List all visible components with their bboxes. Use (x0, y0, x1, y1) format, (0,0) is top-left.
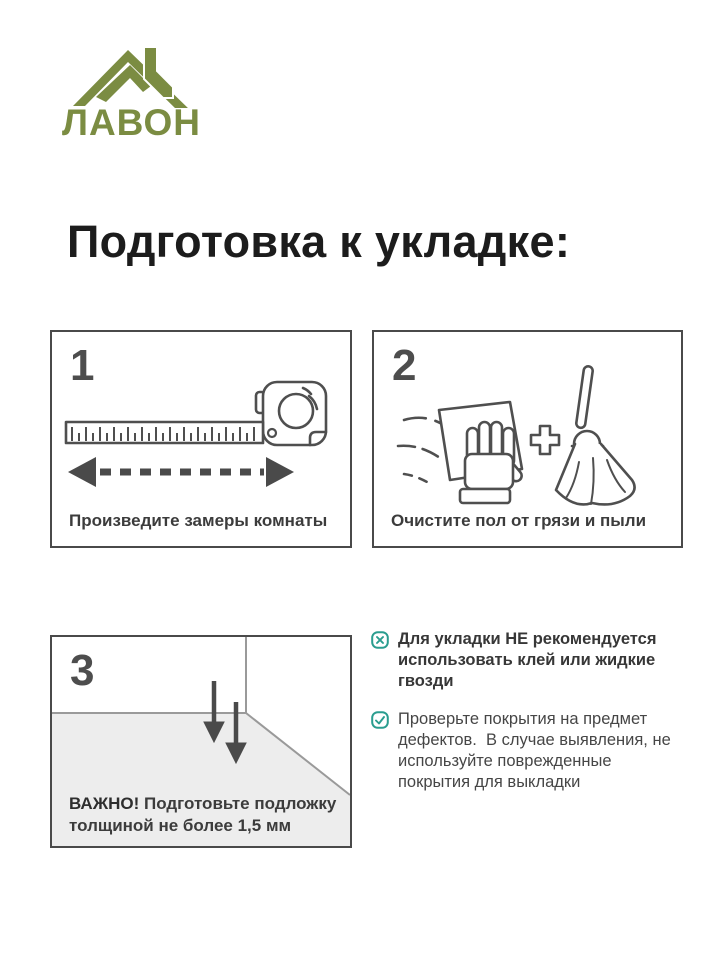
step-3-caption-text: Подготовьте подложку толщиной не более 1,5 мм (69, 794, 337, 835)
note-item-check-defects (371, 709, 686, 793)
step-1-number: 1 (70, 341, 95, 390)
step-3-caption (69, 793, 345, 837)
step-1-card (50, 330, 352, 548)
step-2-number: 2 (392, 341, 417, 390)
page-title: Подготовка к укладке: (67, 216, 571, 267)
check-square-icon (371, 711, 389, 729)
logo-text: ЛАВОН (62, 102, 201, 143)
step-2-caption: Очистите пол от грязи и пыли (391, 511, 647, 530)
note-text: Для укладки НЕ рекомендуется использовать клей или жидкие гвозди (398, 630, 662, 690)
note-item-no-glue (371, 629, 686, 692)
notes-list (371, 629, 686, 810)
step-3-card (50, 635, 352, 848)
step-1-caption: Произведите замеры комнаты (69, 511, 328, 530)
step-3-caption-emphasis: ВАЖНО! (69, 794, 140, 813)
double-arrow-icon (68, 457, 294, 487)
note-text: Проверьте покрытия на предмет дефектов. В случае выявления, не используйте поврежденные покрытия для выкладки (398, 710, 676, 791)
x-square-icon (371, 631, 389, 649)
house-roof-icon (73, 42, 195, 108)
step-3-number: 3 (70, 646, 95, 695)
plus-icon (531, 426, 559, 454)
step-2-card (372, 330, 683, 548)
